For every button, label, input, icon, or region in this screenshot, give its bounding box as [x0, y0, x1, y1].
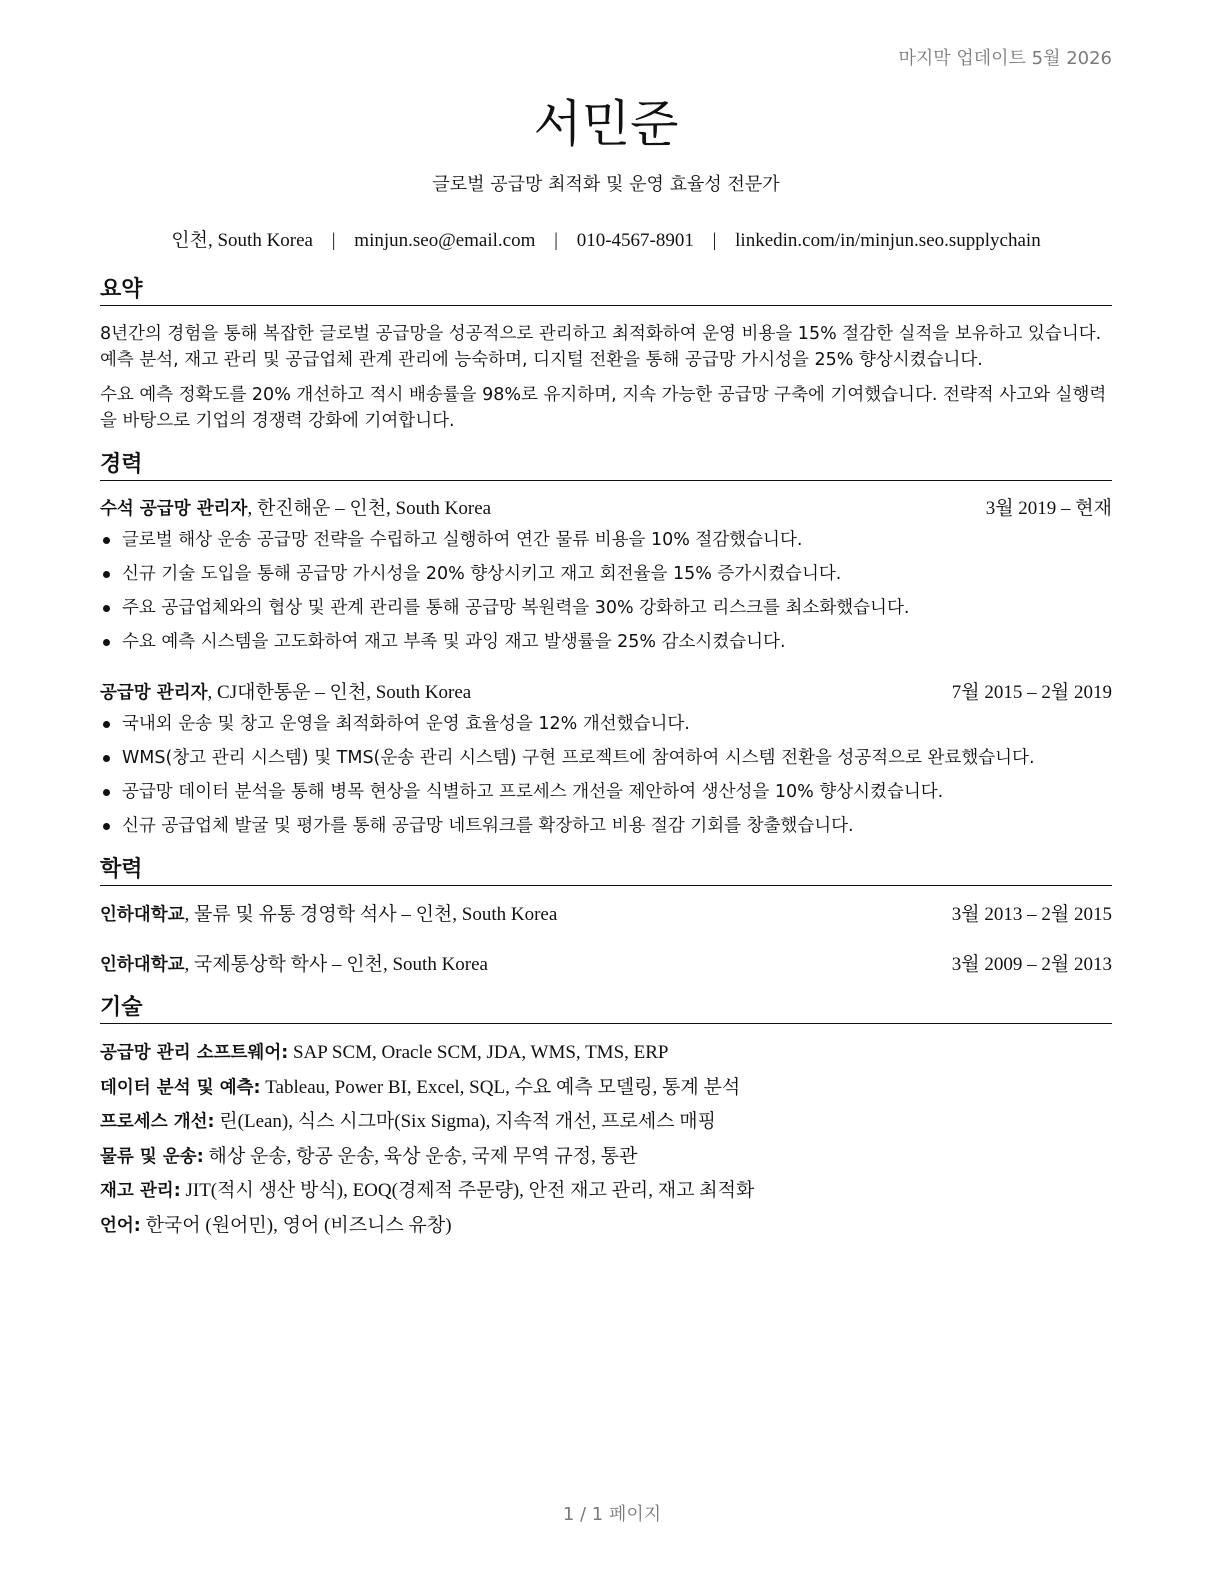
candidate-name: 서민준: [533, 95, 679, 153]
list-item: 글로벌 해상 운송 공급망 전략을 수립하고 실행하여 연간 물류 비용을 10% 절감했습니다.: [100, 527, 1112, 561]
skill-row: [100, 1040, 1112, 1075]
contact-separator: |: [331, 230, 336, 251]
job-bullets: [100, 711, 1112, 847]
job-bullets: [100, 527, 1112, 663]
contact-email[interactable]: minjun.seo@email.com: [354, 230, 536, 251]
contact-location: 인천, South Korea: [171, 230, 313, 251]
skill-row: [100, 1075, 1112, 1110]
job-role: 수석 공급망 관리자: [100, 499, 248, 519]
candidate-tagline: 글로벌 공급망 최적화 및 운영 효율성 전문가: [432, 174, 780, 195]
skill-value: JIT(적시 생산 방식), EOQ(경제적 주문량), 안전 재고 관리, 재고 최적화: [180, 1180, 755, 1202]
skill-row: [100, 1109, 1112, 1144]
list-item: 국내외 운송 및 창고 운영을 최적화하여 운영 효율성을 12% 개선했습니다.: [100, 711, 1112, 745]
job-company: , CJ대한통운 – 인천, South Korea: [207, 682, 472, 703]
education-school: 인하대학교: [100, 905, 185, 925]
section-title-skills: 기술: [100, 994, 1112, 1024]
skill-label: 재고 관리:: [100, 1181, 181, 1202]
summary-paragraph: 8년간의 경험을 통해 복잡한 글로벌 공급망을 성공적으로 관리하고 최적화하여 운영 비용을 15% 절감한 실적을 보유하고 있습니다. 예측 분석, 재고 관리 및 공급업체 관계 관리에 능숙하며, 디지털 전환을 통해 공급망 가시성을 25% 향상시켰습니다.: [100, 324, 1102, 370]
education-school: 인하대학교: [100, 955, 185, 975]
skills-list: [100, 1040, 1112, 1248]
page-number: 1 / 1 페이지: [562, 1504, 662, 1525]
list-item: 공급망 데이터 분석을 통해 병목 현상을 식별하고 프로세스 개선을 제안하여 생산성을 10% 향상시켰습니다.: [100, 779, 1112, 813]
list-item: 수요 예측 시스템을 고도화하여 재고 부족 및 과잉 재고 발생률을 25% 감소시켰습니다.: [100, 629, 1112, 663]
list-item: 신규 공급업체 발굴 및 평가를 통해 공급망 네트워크를 확장하고 비용 절감 기회를 창출했습니다.: [100, 813, 1112, 847]
skill-value: 해상 운송, 항공 운송, 육상 운송, 국제 무역 규정, 통관: [203, 1145, 638, 1167]
contact-separator: |: [712, 230, 717, 251]
skill-value: 한국어 (원어민), 영어 (비즈니스 유창): [140, 1214, 452, 1236]
skill-row: [100, 1144, 1112, 1179]
contact-separator: |: [554, 230, 558, 251]
contact-linkedin[interactable]: linkedin.com/in/minjun.seo.supplychain: [735, 230, 1041, 251]
last-updated: 마지막 업데이트 5월 2026: [898, 48, 1112, 69]
list-item: WMS(창고 관리 시스템) 및 TMS(운송 관리 시스템) 구현 프로젝트에 참여하여 시스템 전환을 성공적으로 완료했습니다.: [100, 745, 1112, 779]
skill-value: Tableau, Power BI, Excel, SQL, 수요 예측 모델링, 통계 분석: [260, 1076, 741, 1098]
skill-value: SAP SCM, Oracle SCM, JDA, WMS, TMS, ERP: [288, 1042, 669, 1063]
list-item: 주요 공급업체와의 협상 및 관계 관리를 통해 공급망 복원력을 30% 강화하고 리스크를 최소화했습니다.: [100, 595, 1112, 629]
skill-label: 언어:: [100, 1215, 141, 1236]
job-dates: 3월 2019 – 현재: [985, 498, 1112, 519]
job-dates: 7월 2015 – 2월 2019: [951, 682, 1112, 703]
skill-row: [100, 1178, 1112, 1213]
contact-phone: 010-4567-8901: [576, 230, 694, 251]
section-title-experience: 경력: [100, 451, 1112, 481]
list-item: 신규 기술 도입을 통해 공급망 가시성을 20% 향상시키고 재고 회전율을 15% 증가시켰습니다.: [100, 561, 1112, 595]
skill-label: 데이터 분석 및 예측:: [100, 1077, 261, 1098]
skill-row: [100, 1213, 1112, 1248]
resume-page: [100, 0, 1112, 1584]
education-dates: 3월 2009 – 2월 2013: [951, 954, 1112, 975]
skill-label: 공급망 관리 소프트웨어:: [100, 1043, 289, 1063]
skill-label: 물류 및 운송:: [100, 1146, 204, 1167]
contact-line: [60, 225, 1152, 252]
job-role: 공급망 관리자: [100, 683, 208, 703]
section-title-education: 학력: [100, 856, 1112, 886]
summary-paragraph: 수요 예측 정확도를 20% 개선하고 적시 배송률을 98%로 유지하며, 지속 가능한 공급망 구축에 기여했습니다. 전략적 사고와 실행력을 바탕으로 기업의 경쟁력 강화에 기여합니다.: [100, 385, 1107, 431]
education-detail: , 물류 및 유통 경영학 석사 – 인천, South Korea: [184, 904, 558, 925]
education-detail: , 국제통상학 학사 – 인천, South Korea: [184, 954, 488, 975]
education-dates: 3월 2013 – 2월 2015: [951, 904, 1112, 925]
skill-label: 프로세스 개선:: [100, 1112, 215, 1133]
section-title-summary: 요약: [100, 276, 1112, 306]
skill-value: 린(Lean), 식스 시그마(Six Sigma), 지속적 개선, 프로세스 매핑: [214, 1111, 716, 1133]
job-company: , 한진해운 – 인천, South Korea: [247, 498, 492, 519]
